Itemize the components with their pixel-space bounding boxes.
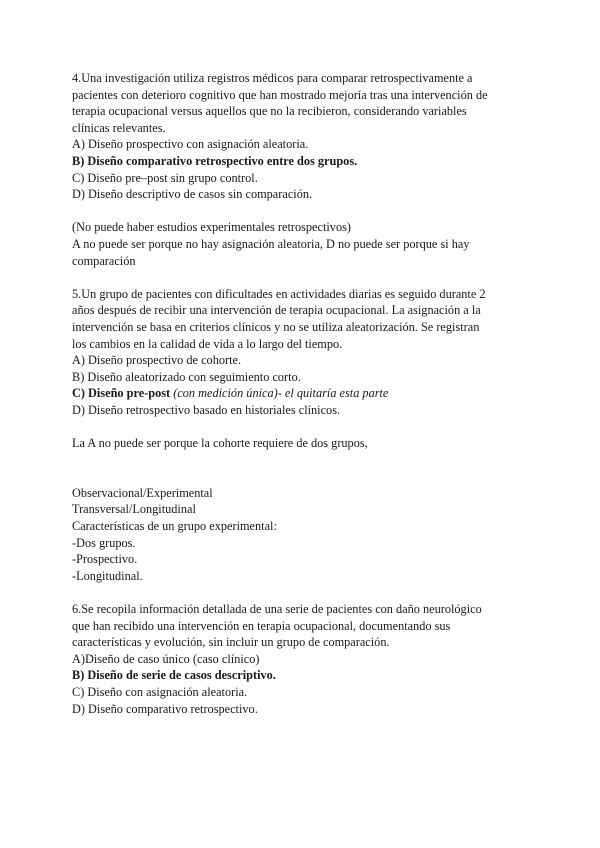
q5-option-d: D) Diseño retrospectivo basado en historiales clínicos.	[72, 402, 341, 417]
q6-stem-line: características y evolución, sin incluir un grupo de comparación.	[72, 635, 390, 650]
spacer	[72, 418, 530, 435]
q4-option-c: C) Diseño pre–post sin grupo control.	[72, 170, 258, 185]
q5-stem-line: los cambios en la calidad de vida a lo largo del tiempo.	[72, 336, 343, 351]
spacer	[72, 269, 530, 286]
spacer	[72, 203, 530, 220]
q4-note-line: comparación	[72, 253, 136, 268]
summary-line: Observacional/Experimental	[72, 485, 213, 500]
spacer	[72, 468, 530, 485]
question-5-options	[72, 352, 530, 418]
q4-option-b-correct: B) Diseño comparativo retrospectivo entre dos grupos.	[72, 153, 358, 168]
q6-option-b-correct: B) Diseño de serie de casos descriptivo.	[72, 668, 276, 683]
q5-option-c	[72, 385, 530, 402]
q4-note-line: (No puede haber estudios experimentales retrospectivos)	[72, 220, 351, 235]
q5-note: La A no puede ser porque la cohorte requiere de dos grupos,	[72, 436, 368, 451]
question-4-stem	[72, 70, 530, 136]
q4-stem-line: terapia ocupacional versus aquellos que no la recibieron, considerando variables	[72, 104, 467, 119]
question-4	[72, 70, 530, 269]
spacer	[72, 452, 530, 469]
question-6	[72, 601, 530, 717]
q5-stem-line: 5.Un grupo de pacientes con dificultades en actividades diarias es seguido durante 2	[72, 286, 486, 301]
q5-option-c-correct: C) Diseño pre-post	[72, 386, 171, 401]
q4-note-line: A no puede ser porque no hay asignación aleatoria, D no puede ser porque si hay	[72, 236, 470, 251]
q4-option-d: D) Diseño descriptivo de casos sin comparación.	[72, 187, 313, 202]
q4-option-a: A) Diseño prospectivo con asignación aleatoria.	[72, 137, 309, 152]
summary-line: -Longitudinal.	[72, 568, 143, 583]
q5-stem-line: años después de recibir una intervención de terapia ocupacional. La asignación a la	[72, 303, 481, 318]
q6-option-a: A)Diseño de caso único (caso clínico)	[72, 651, 260, 666]
q5-option-b: B) Diseño aleatorizado con seguimiento corto.	[72, 369, 301, 384]
question-5-stem	[72, 286, 530, 352]
question-4-notes	[72, 219, 530, 269]
summary-line: -Dos grupos.	[72, 535, 136, 550]
question-6-stem	[72, 601, 530, 651]
q6-option-c: C) Diseño con asignación aleatoria.	[72, 684, 248, 699]
q6-option-d: D) Diseño comparativo retrospectivo.	[72, 701, 258, 716]
q5-option-a: A) Diseño prospectivo de cohorte.	[72, 353, 242, 368]
q4-stem-line: clínicas relevantes.	[72, 120, 166, 135]
q6-stem-line: 6.Se recopila información detallada de una serie de pacientes con daño neurológico	[72, 602, 482, 616]
question-4-options	[72, 136, 530, 202]
summary-line: Transversal/Longitudinal	[72, 502, 196, 517]
summary-line: Características de un grupo experimental:	[72, 519, 277, 534]
question-6-options	[72, 651, 530, 717]
q5-stem-line: intervención se basa en criterios clínicos y no se utiliza aleatorización. Se registran	[72, 319, 480, 334]
q4-stem-line: 4.Una investigación utiliza registros médicos para comparar retrospectivamente a	[72, 71, 473, 85]
question-5	[72, 286, 530, 452]
q5-option-c-annotation: (con medición única)- el quitaría esta parte	[170, 386, 389, 401]
summary-notes	[72, 485, 530, 585]
q4-stem-line: pacientes con deterioro cognitivo que han mostrado mejoría tras una intervención de	[72, 87, 488, 102]
spacer	[72, 584, 530, 601]
q6-stem-line: que han recibido una intervención en terapia ocupacional, documentando sus	[72, 618, 451, 633]
summary-line: -Prospectivo.	[72, 552, 138, 567]
